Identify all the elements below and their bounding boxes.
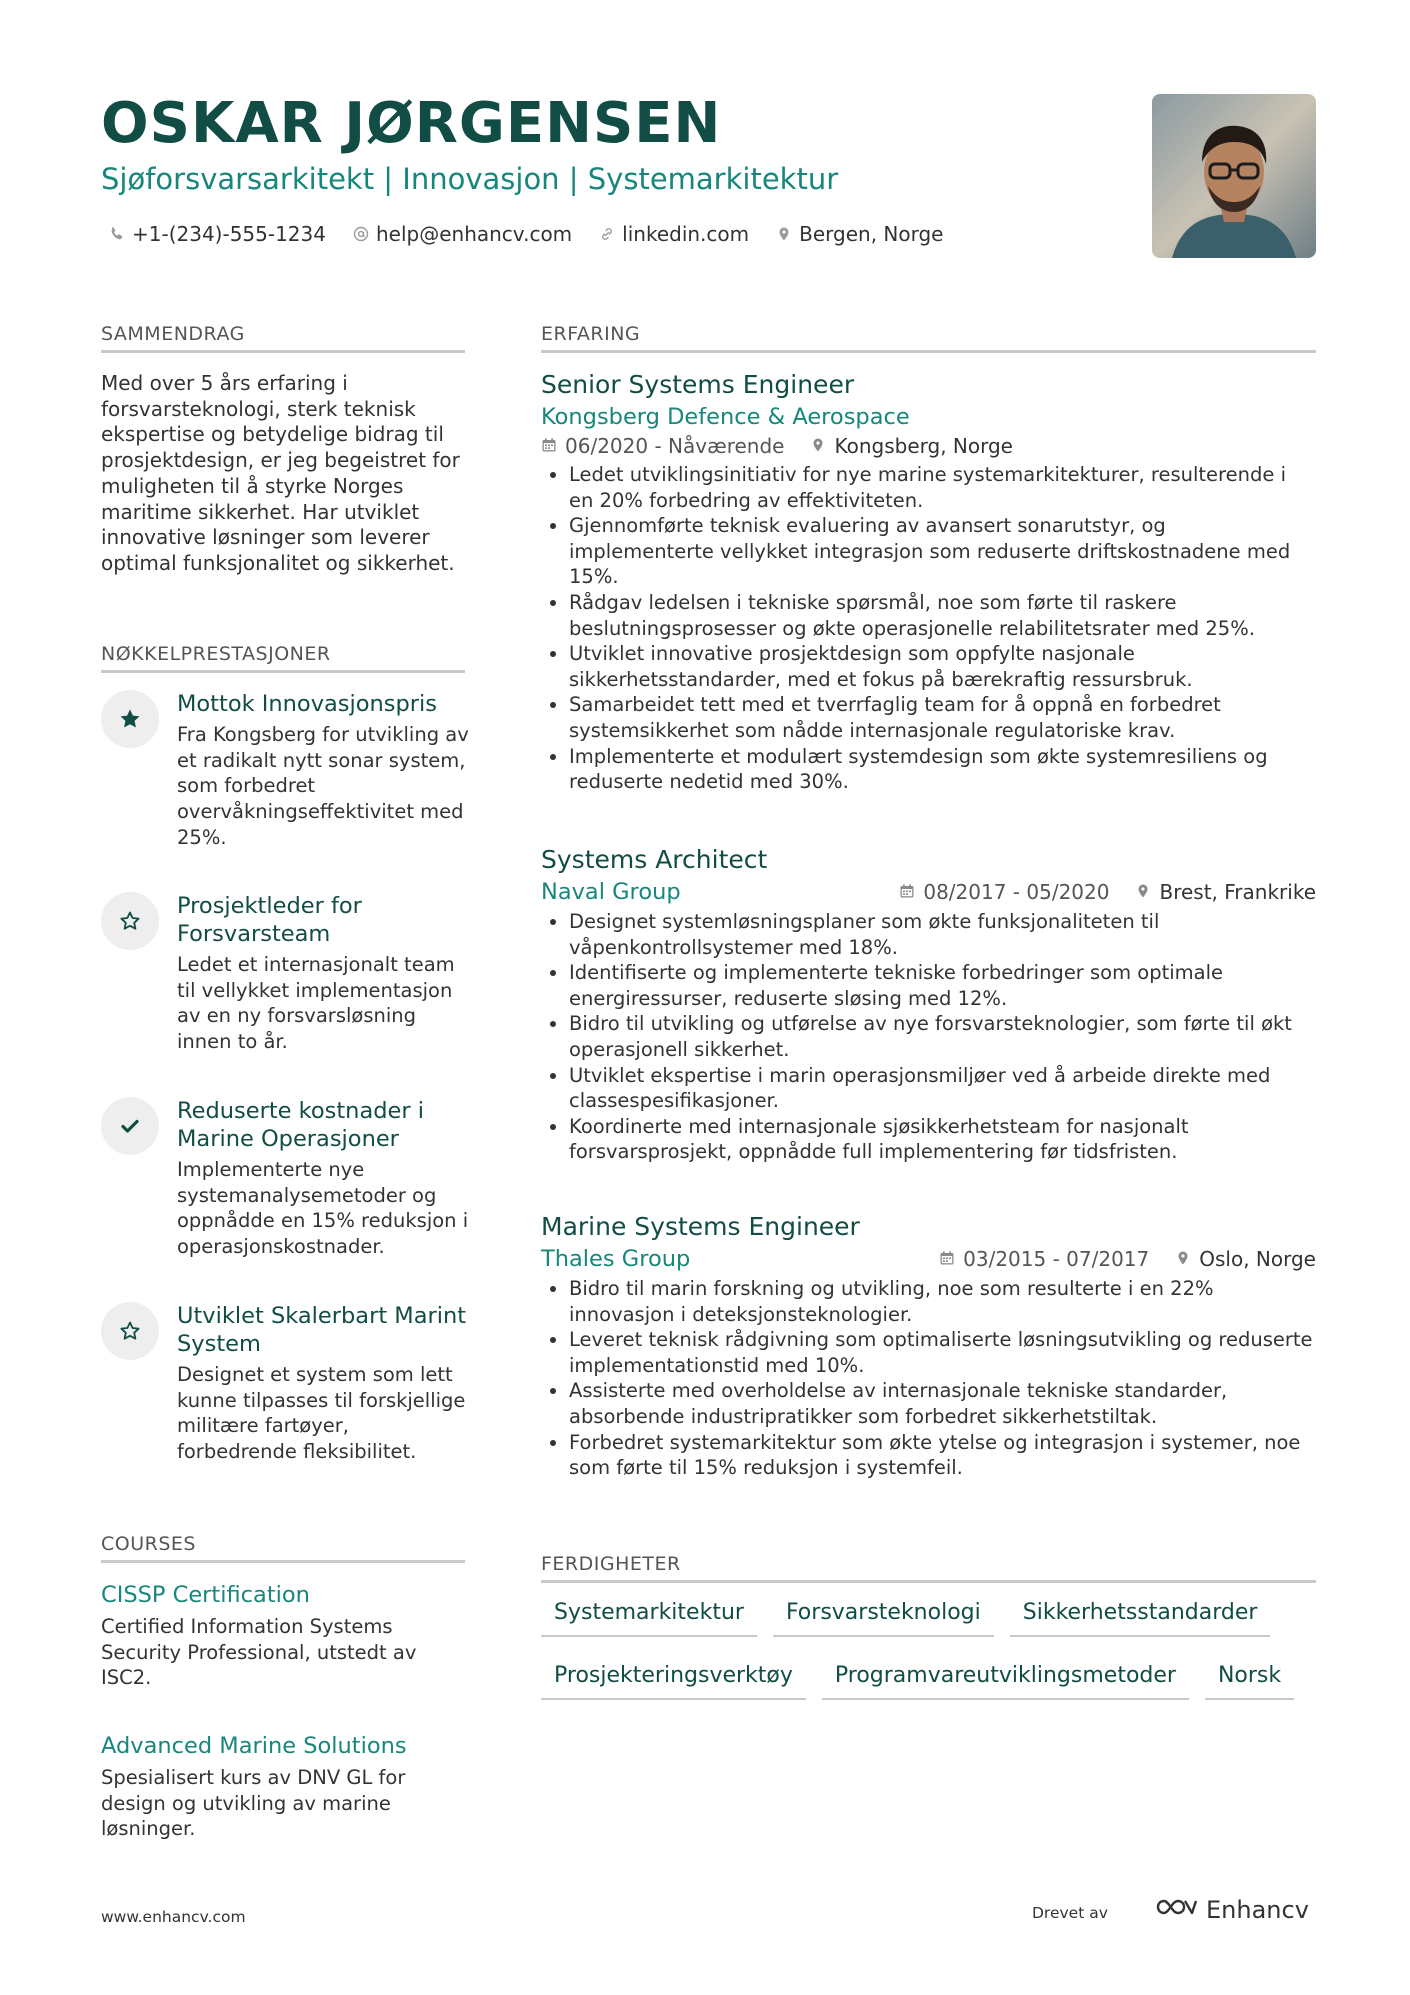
location-pin-icon: [810, 432, 826, 460]
job-meta: [899, 878, 1316, 906]
job-location-group: [1135, 878, 1316, 906]
achievement-title: Prosjektleder for Forsvarsteam: [177, 893, 362, 947]
job-entry: [541, 368, 1316, 795]
footer-url[interactable]: www.enhancv.com: [101, 1908, 246, 1926]
skill-tag: Sikkerhetsstandarder: [1010, 1598, 1271, 1637]
course-item: [101, 1731, 465, 1842]
job-location-group: [1175, 1245, 1316, 1273]
infinity-logo-icon: [1152, 1895, 1198, 1925]
achievement-desc: Designet et system som lett kunne tilpasses til forskjellige militære fartøyer, forbedrende fleksibilitet.: [177, 1363, 466, 1464]
courses-heading: COURSES: [101, 1532, 465, 1563]
location-pin-icon: [1135, 878, 1151, 906]
job-dates-group: [541, 432, 784, 460]
job-bullet: • Koordinerte med internasjonale sjøsikkerhetsteam for nasjonalt forsvarsprosjekt, oppnådde full implementering før tidsfristen.: [569, 1114, 1316, 1165]
job-company: Kongsberg Defence & Aerospace: [541, 404, 910, 430]
summary-text: Med over 5 års erfaring i forsvarsteknologi, sterk teknisk ekspertise og betydelige bidrag til prosjektdesign, er jeg begeistret for muligheten til å styrke Norges maritime sikkerhet. Har utviklet innovative løsninger som leverer optimal funksjonalitet og sikkerhet.: [101, 371, 460, 575]
calendar-icon: [899, 878, 915, 906]
skill-tag: Systemarkitektur: [541, 1598, 757, 1637]
achievement-title: Mottok Innovasjonspris: [177, 691, 438, 717]
job-bullet: • Rådgav ledelsen i tekniske spørsmål, noe som førte til raskere beslutningsprosesser og økte operasjonelle relabilitetsrater med 25%.: [569, 590, 1316, 641]
star-outline-icon: [101, 892, 159, 950]
job-company: Thales Group: [541, 1246, 691, 1272]
experience-heading: ERFARING: [541, 322, 1316, 353]
job-bullet: • Bidro til utvikling og utførelse av nye forsvarsteknologier, som førte til økt operasjonell sikkerhet.: [569, 1011, 1316, 1062]
job-bullet: • Ledet utviklingsinitiativ for nye marine systemarkitekturer, resulterende i en 20% forbedring av effektiviteten.: [569, 462, 1316, 513]
job-dates-group: [899, 878, 1109, 906]
job-location-group: [810, 432, 1013, 460]
at-icon: [352, 225, 370, 243]
achievement-desc: Fra Kongsberg for utvikling av et radikalt nytt sonar system, som forbedret overvåkningseffektivitet med 25%.: [177, 723, 469, 849]
job-company: Naval Group: [541, 879, 681, 905]
job-bullet: • Gjennomførte teknisk evaluering av avansert sonarutstyr, og implementerte vellykket integrasjon som reduserte driftskostnadene med 15%.: [569, 513, 1316, 590]
job-bullet: • Samarbeidet tett med et tverrfaglig team for å oppnå en forbedret systemsikkerhet som nådde internasjonale regulatoriske krav.: [569, 692, 1316, 743]
job-bullet: • Identifiserte og implementerte tekniske forbedringer som optimale energiressurser, reduserte sløsing med 12%.: [569, 960, 1316, 1011]
job-bullet: • Implementerte et modulært systemdesign som økte systemresiliens og reduserte nedetid med 30%.: [569, 744, 1316, 795]
skill-tag: Prosjekteringsverktøy: [541, 1661, 806, 1700]
course-item: [101, 1580, 465, 1691]
job-entry: [541, 1210, 1316, 1481]
job-title: Systems Architect: [541, 845, 768, 874]
job-bullets: [541, 1276, 1316, 1481]
calendar-icon: [939, 1245, 955, 1273]
contact-list: [108, 220, 943, 248]
job-bullet: • Bidro til marin forskning og utvikling, noe som resulterte i en 22% innovasjon i deteksjonsteknologier.: [569, 1276, 1316, 1327]
contact-email-text: help@enhancv.com: [375, 222, 573, 246]
course-title: Advanced Marine Solutions: [101, 1733, 407, 1759]
job-location: Kongsberg, Norge: [834, 434, 1013, 458]
job-dates: 06/2020 - Nåværende: [565, 434, 785, 458]
job-title: Senior Systems Engineer: [541, 370, 855, 399]
achievement-desc: Ledet et internasjonalt team til vellykket implementasjon av en ny forsvarsløsning innen to år.: [177, 953, 455, 1054]
course-desc: Certified Information Systems Security Professional, utstedt av ISC2.: [101, 1615, 417, 1689]
job-meta: [541, 432, 1316, 460]
checkmark-icon: [101, 1097, 159, 1155]
job-dates: 03/2015 - 07/2017: [963, 1247, 1150, 1271]
course-desc: Spesialisert kurs av DNV GL for design og utvikling av marine løsninger.: [101, 1766, 406, 1840]
footer-powered-by: Drevet av: [1032, 1904, 1108, 1922]
achievement-desc: Implementerte nye systemanalysemetoder og oppnådde en 15% reduksjon i operasjonskostnader.: [177, 1158, 469, 1259]
achievement-title: Utviklet Skalerbart Marint System: [177, 1303, 467, 1357]
enhancv-brand: Enhancv: [1206, 1896, 1309, 1924]
job-dates-group: [939, 1245, 1149, 1273]
contact-linkedin[interactable]: [598, 220, 749, 248]
contact-linkedin-text: linkedin.com: [622, 222, 750, 246]
summary-heading: SAMMENDRAG: [101, 322, 465, 353]
job-bullet: • Designet systemløsningsplaner som økte funksjonaliteten til våpenkontrollsystemer med 18%.: [569, 909, 1316, 960]
skill-tag: Programvareutviklingsmetoder: [822, 1661, 1189, 1700]
job-bullet: • Utviklet innovative prosjektdesign som oppfylte nasjonale sikkerhetsstandarder, med et fokus på bærekraftig ressursbruk.: [569, 641, 1316, 692]
contact-phone[interactable]: [108, 220, 326, 248]
profile-photo: [1152, 94, 1316, 258]
job-entry: [541, 843, 1316, 1165]
job-bullet: • Forbedret systemarkitektur som økte ytelse og integrasjon i systemer, noe som førte til 15% reduksjon i systemfeil.: [569, 1430, 1316, 1481]
job-dates: 08/2017 - 05/2020: [923, 880, 1110, 904]
job-location: Oslo, Norge: [1199, 1247, 1316, 1271]
star-filled-icon: [101, 690, 159, 748]
link-icon: [598, 225, 616, 243]
course-title: CISSP Certification: [101, 1582, 310, 1608]
job-title: Marine Systems Engineer: [541, 1212, 860, 1241]
enhancv-logo[interactable]: [1152, 1895, 1309, 1925]
candidate-name: OSKAR JØRGENSEN: [101, 91, 722, 156]
star-outline-icon: [101, 1302, 159, 1360]
phone-icon: [108, 225, 126, 243]
location-pin-icon: [775, 225, 793, 243]
contact-location: [775, 220, 943, 248]
skills-heading: FERDIGHETER: [541, 1552, 1316, 1583]
job-bullet: • Utviklet ekspertise i marin operasjonsmiljøer ved å arbeide direkte med classespesifikasjoner.: [569, 1063, 1316, 1114]
contact-email[interactable]: [352, 220, 572, 248]
job-bullets: [541, 909, 1316, 1165]
job-bullet: • Leveret teknisk rådgivning som optimaliserte løsningsutvikling og reduserte implementationstid med 10%.: [569, 1327, 1316, 1378]
skill-tag: Forsvarsteknologi: [773, 1598, 994, 1637]
skills-list: [541, 1598, 1321, 1700]
contact-location-text: Bergen, Norge: [799, 222, 944, 246]
location-pin-icon: [1175, 1245, 1191, 1273]
job-bullet: • Assisterte med overholdelse av internasjonale tekniske standarder, absorbende industripratikker som forbedret sikkerhetstiltak.: [569, 1378, 1316, 1429]
calendar-icon: [541, 432, 557, 460]
job-location: Brest, Frankrike: [1159, 880, 1316, 904]
achievements-heading: NØKKELPRESTASJONER: [101, 642, 465, 673]
skill-tag: Norsk: [1205, 1661, 1294, 1700]
job-meta: [939, 1245, 1316, 1273]
job-bullets: [541, 462, 1316, 795]
contact-phone-text: +1-(234)-555-1234: [132, 222, 326, 246]
achievement-title: Reduserte kostnader i Marine Operasjoner: [177, 1098, 425, 1152]
headline: Sjøforsvarsarkitekt | Innovasjon | Systemarkitektur: [101, 162, 839, 196]
